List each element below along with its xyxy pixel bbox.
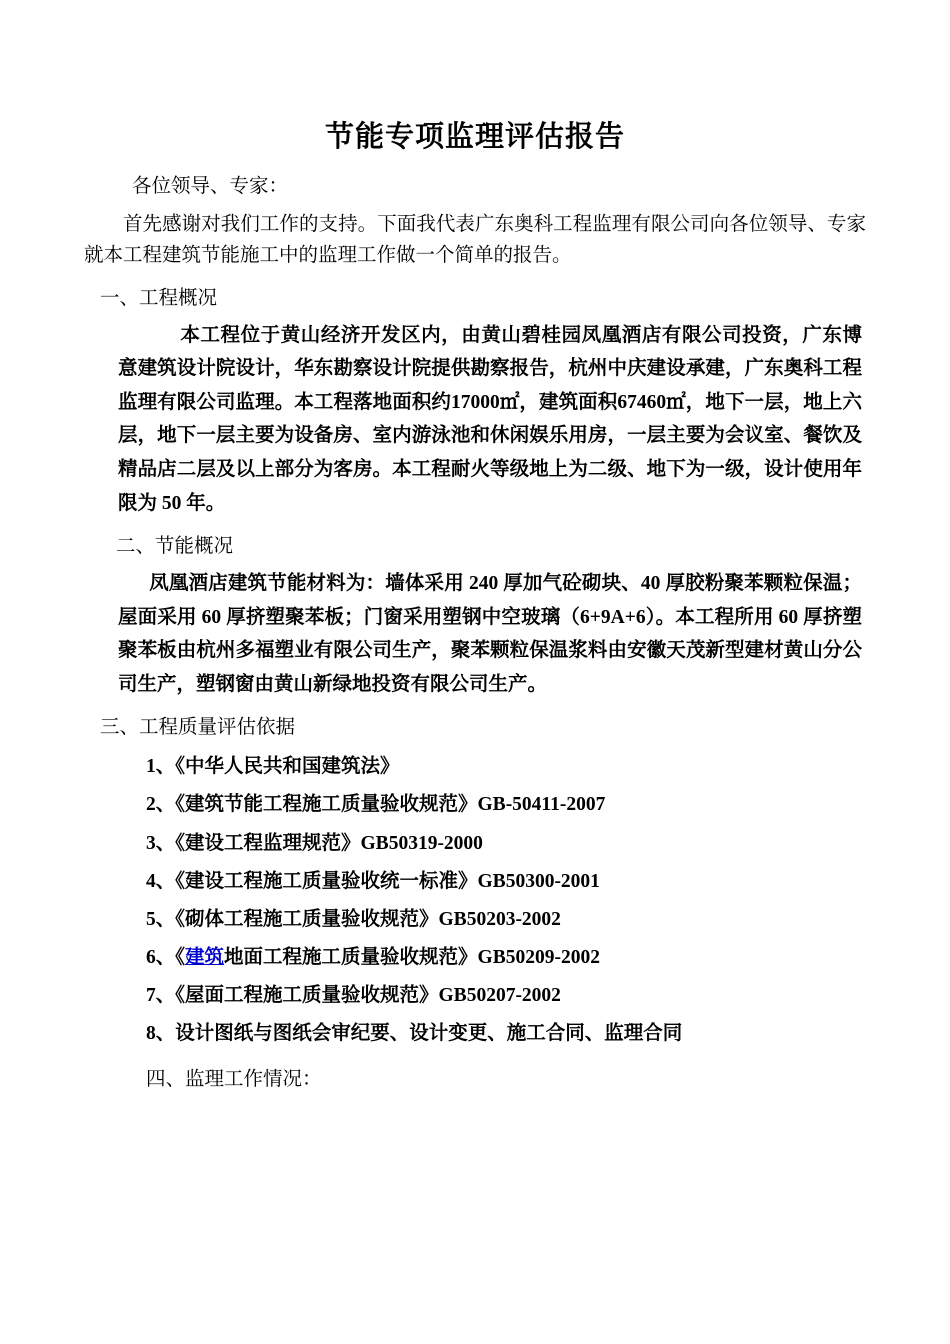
section-heading-4: 四、监理工作情况： — [146, 1068, 322, 1090]
list-item-number: 2、 — [146, 794, 176, 816]
list-item-number: 3、 — [146, 832, 176, 854]
list-item-text: 《建设工程施工质量验收统一标准》GB50300-2001 — [175, 870, 600, 892]
list-item — [84, 786, 866, 824]
list-item-text: 《中华人民共和国建筑法》 — [175, 756, 400, 778]
evidence-list — [84, 748, 866, 1052]
list-item — [84, 825, 866, 863]
list-item — [84, 1015, 866, 1053]
list-item — [84, 977, 866, 1015]
section-heading-3: 三、工程质量评估依据 — [100, 717, 296, 739]
list-item-number: 4、 — [146, 870, 176, 892]
list-item-text: 设计图纸与图纸会审纪要、设计变更、施工合同、监理合同 — [175, 1022, 683, 1044]
section-body-2: 凤凰酒店建筑节能材料为：墙体采用 240 厚加气砼砌块、40 厚胶粉聚苯颗粒保温；屋面采用 60 厚挤塑聚苯板；门窗采用塑钢中空玻璃（6+9A+6）。本工程所用 60 厚挤塑聚苯板由杭州多福塑业有限公司生产，聚苯颗粒保温浆料由安徽天茂新型建材黄山分公司生产，塑钢窗由黄山新绿地投资有限公司生产。 — [118, 573, 862, 695]
list-item-number: 6、 — [146, 946, 176, 968]
section-body-1: 本工程位于黄山经济开发区内，由黄山碧桂园凤凰酒店有限公司投资，广东博意建筑设计院设计，华东勘察设计院提供勘察报告，杭州中庆建设承建，广东奥科工程监理有限公司监理。本工程落地面积约17000㎡，建筑面积67460㎡，地下一层，地上六层，地下一层主要为设备房、室内游泳池和休闲娱乐用房，一层主要为会议室、餐饮及精品店二层及以上部分为客房。本工程耐火等级地上为二级、地下为一级，设计使用年限为 50 年。 — [118, 324, 862, 514]
list-item-number: 1、 — [146, 756, 176, 778]
list-item-number: 8、 — [146, 1022, 176, 1044]
hyperlink-jianzhu[interactable]: 建筑 — [185, 946, 225, 968]
list-item — [84, 748, 866, 786]
list-item-number: 7、 — [146, 984, 176, 1006]
list-item-text: 《砌体工程施工质量验收规范》GB50203-2002 — [175, 908, 561, 930]
list-item-text: 《屋面工程施工质量验收规范》GB50207-2002 — [175, 984, 561, 1006]
section-heading-2: 二、节能概况 — [116, 536, 234, 558]
intro-paragraph: 首先感谢对我们工作的支持。下面我代表广东奥科工程监理有限公司向各位领导、专家就本工程建筑节能施工中的监理工作做一个简单的报告。 — [84, 213, 866, 267]
list-item-text: 《建设工程监理规范》GB50319-2000 — [175, 832, 483, 854]
list-item — [84, 901, 866, 939]
list-item-text: 《建筑节能工程施工质量验收规范》GB-50411-2007 — [175, 794, 606, 816]
list-item — [84, 939, 866, 977]
list-item-suffix: 地面工程施工质量验收规范》GB50209-2002 — [224, 946, 600, 968]
section-heading-1: 一、工程概况 — [100, 287, 218, 309]
page-title: 节能专项监理评估报告 — [324, 119, 625, 153]
list-item-number: 5、 — [146, 908, 176, 930]
list-item — [84, 863, 866, 901]
list-item-prefix: 《 — [175, 946, 186, 968]
salutation-text: 各位领导、专家： — [132, 176, 289, 197]
